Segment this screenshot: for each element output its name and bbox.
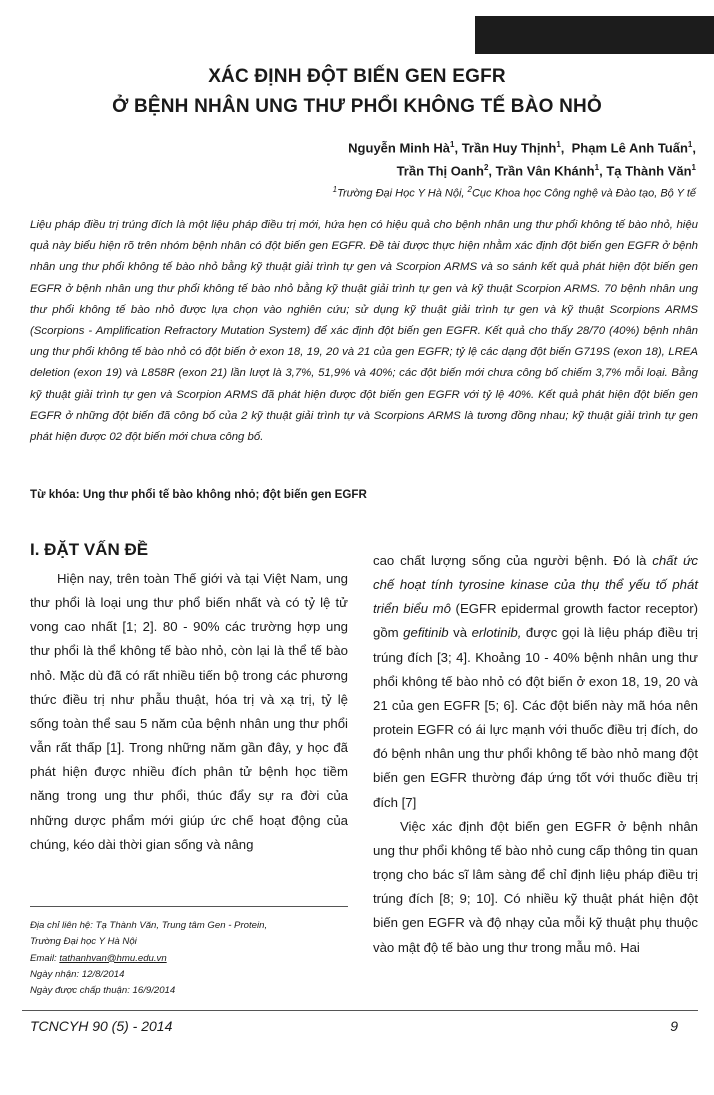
left-column [30,567,348,857]
body-paragraph: Hiện nay, trên toàn Thế giới và tại Việt Nam, ung thư phổi là loại ung thư phổ biến nhất và có tỷ lệ tử vong cao nhất [1; 2]. 80 - 90% các trường hợp ung thư phổi là thể không tế bào nhỏ, còn lại là thể tế bào nhỏ. Mặc dù đã có rất nhiều tiến bộ trong các phương thức điều trị như phẫu thuật, hóa trị và xạ trị, tỷ lệ sống toàn thể sau 5 năm của bệnh nhân ung thư phổi vẫn rất thấp [1]. Trong những năm gần đây, y học đã phát hiện được nhiều đích phân tử bệnh học tiềm năng trong ung thư phổi, thúc đẩy sự ra đời của những dược phẩm mới giúp ức chế hoạt động của chúng, kéo dài thời gian sống và nâng [30,571,348,852]
abstract: Liệu pháp điều trị trúng đích là một liệu pháp điều trị mới, hứa hẹn có hiệu quả cho bệnh nhân ung thư phổi không tế bào nhỏ, hiệu quả này biểu hiện rõ trên nhóm bệnh nhân có đột biến gen EGFR. Đề tài được thực hiện nhằm xác định đột biến gen EGFR ở bệnh nhân ung thư phổi không tế bào nhỏ bằng kỹ thuật giải trình tự gen và Scorpion ARMS và so sánh kết quả phát hiện đột biến gen EGFR ở bệnh nhân ung thư phổi không tế bào nhỏ bằng kỹ thuật giải trình tự gen và kỹ thuật Scorpion ARMS. 70 bệnh nhân ung thư phổi không tế bào nhỏ được lựa chọn vào nghiên cứu; sử dụng kỹ thuật giải trình tự gen và kỹ thuật Scorpions ARMS (Scorpions - Amplification Refractory Mutation System) để xác định đột biến gen EGFR. Kết quả cho thấy 28/70 (40%) bệnh nhân ung thư phổi không tế bào nhỏ có đột biến ở exon 18, 19, 20 và 21 của gen EGFR; tỷ lệ các dạng đột biến G719S (exon 18), LREA deletion (exon 19) và L858R (exon 21) lần lượt là 3,7%, 51,9% và 40%; các đột biến mới chưa công bố chiếm 3,7% mỗi loại. Bằng kỹ thuật giải trình tự gen và Scorpion ARMS đã phát hiện được đột biến gen EGFR với tỷ lệ 40%. Kết quả phát hiện đột biến gen EGFR ở những đột biến đã công bố của 2 kỹ thuật giải trình tự và Scorpions ARMS là tương đồng nhau; kỹ thuật giải trình tự gen phát hiện được 02 đột biến mới chưa công bố. [30,219,698,444]
section-heading: I. ĐẶT VẤN ĐỀ [30,540,149,559]
paper-title-line2: Ở BỆNH NHÂN UNG THƯ PHỔI KHÔNG TẾ BÀO NHỎ [112,96,602,117]
author-name: Trần Thị Oanh [396,163,484,179]
footnote-email: Email: tathanhvan@hmu.edu.vn [30,952,167,964]
footnote-contact2: Trường Đại học Y Hà Nội [30,936,137,948]
email-link[interactable]: tathanhvan@hmu.edu.vn [59,952,167,964]
body-paragraph: Việc xác định đột biến gen EGFR ở bệnh nhân ung thư phổi không tế bào nhỏ cung cấp thông tin quan trọng cho bác sĩ lâm sàng để chỉ định liệu pháp điều trị trúng đích [8; 9; 10]. Có nhiều kỹ thuật phát hiện đột biến gen EGFR và độ nhạy của mỗi kỹ thuật phụ thuộc vào mật độ tế bào ung thư trong mẫu mô. Hai [373,818,698,955]
affiliations: $^1$Trường Đại Học Y Hà Nội, $^2$Cục Khoa học Công nghệ và Đào tạo, Bộ Y tế [332,185,696,200]
author-name: Phạm Lê Anh Tuấn [571,140,688,156]
footnote-accepted: Ngày được chấp thuận: 16/9/2014 [30,985,176,997]
footnote-divider [30,906,348,907]
body-paragraph: cao chất lượng sống của người bệnh. Đó là chất ức chế hoạt tính tyrosine kinase của thụ thể yếu tố phát triển biểu mô (EGFR epidermal growth factor receptor) gồm gefitinib và erlotinib, được gọi là liệu pháp điều trị trúng đích [3; 4]. Khoảng 10 - 40% bệnh nhân ung thư phổi không tế bào nhỏ có đột biến ở exon 18, 19, 20 và 21 của gen EGFR [5; 6]. Các đột biến này mã hóa nên protein EGFR có ái lực mạnh với thuốc điều trị đích, do đó bệnh nhân ung thư phổi không tế bào nhỏ mang đột biến gen EGFR thường đáp ứng tốt với thuốc điều trị đích [7] [373,553,698,810]
right-column [373,549,698,960]
footnote-contact: Địa chỉ liên hệ: Tạ Thành Văn, Trung tâm Gen - Protein, [30,920,268,931]
header-bar [475,16,714,54]
author-name: Nguyễn Minh Hà [348,140,451,156]
authors-line2: Trần Thị Oanh$^2$, Trần Vân Khánh$^1$, Tạ Thành Văn$^1$ [396,163,696,179]
author-name: Trần Huy Thịnh [461,140,557,156]
journal-citation: TCNCYH 90 (5) - 2014 [30,1018,173,1034]
authors-line1: Nguyễn Minh $Hà^1$, Trần Huy Thịnh$^1$, Phạm Lê Anh Tuấn$^1$, [348,140,696,156]
page-number: 9 [670,1018,678,1034]
paper-title-line1: XÁC ĐỊNH ĐỘT BIẾN GEN EGFR [208,66,506,87]
author-name: Tạ Thành Văn [606,163,692,179]
footnote-received: Ngày nhận: 12/8/2014 [30,968,125,980]
footnote [30,918,350,999]
keywords: Từ khóa: Ung thư phổi tế bào không nhỏ; đột biến gen EGFR [30,488,367,501]
footer-divider [22,1010,698,1011]
author-name: Trần Vân Khánh [495,163,595,179]
